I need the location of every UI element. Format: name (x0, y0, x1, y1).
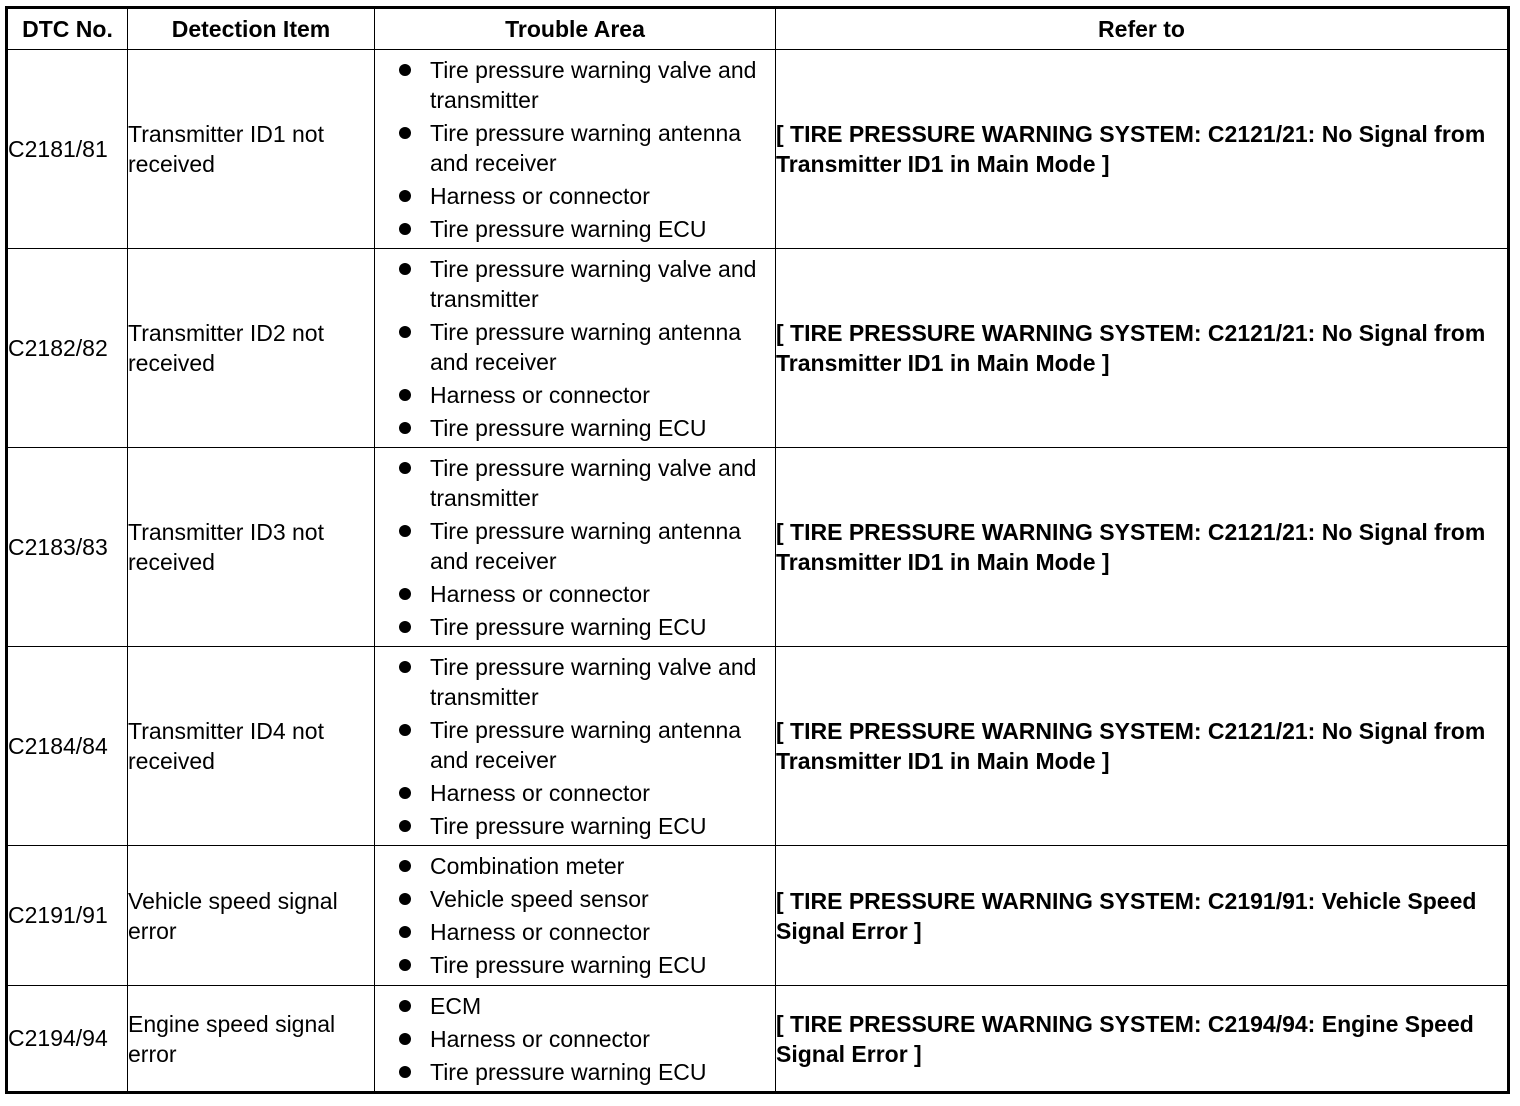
list-item (375, 317, 775, 377)
list-item (375, 380, 775, 410)
dtc-code: C2181/81 (7, 50, 128, 249)
bullet-icon (399, 926, 411, 938)
detection-item: Engine speed signal error (128, 986, 375, 1093)
list-item (375, 715, 775, 775)
list-item (375, 851, 775, 881)
list-item (375, 612, 775, 642)
trouble-item-text: Harness or connector (430, 779, 650, 806)
trouble-item-text: Tire pressure warning ECU (430, 952, 707, 978)
bullet-icon (399, 1066, 411, 1078)
list-item (375, 1057, 775, 1087)
bullet-icon (399, 724, 411, 736)
trouble-item-text: ECM (430, 992, 482, 1019)
bullet-icon (399, 223, 411, 235)
trouble-item-text: Tire pressure warning ECU (430, 215, 707, 242)
trouble-item-text: Harness or connector (430, 1025, 650, 1052)
trouble-item-text: Tire pressure warning ECU (430, 1058, 707, 1085)
bullet-icon (399, 621, 411, 633)
list-item (375, 55, 775, 115)
dtc-code: C2194/94 (7, 986, 128, 1093)
table-row (7, 846, 1509, 986)
trouble-area (375, 986, 776, 1093)
list-item (375, 214, 775, 244)
list-item (375, 254, 775, 314)
bullet-icon (399, 893, 411, 905)
trouble-item-text: Harness or connector (430, 580, 650, 607)
refer-to-link[interactable]: [ TIRE PRESSURE WARNING SYSTEM: C2121/21: No Signal from Transmitter ID1 in Main Mode ] (776, 50, 1509, 249)
header-dtc-no: DTC No. (7, 8, 128, 50)
detection-item: Vehicle speed signal error (128, 846, 375, 986)
detection-item: Transmitter ID1 not received (128, 50, 375, 249)
refer-to-link[interactable]: [ TIRE PRESSURE WARNING SYSTEM: C2191/91: Vehicle Speed Signal Error ] (776, 846, 1509, 986)
trouble-item-text: Tire pressure warning valve and transmitter (430, 454, 757, 511)
bullet-icon (399, 263, 411, 275)
list-item (375, 811, 775, 841)
dtc-table (5, 6, 1510, 1094)
dtc-code: C2191/91 (7, 846, 128, 986)
list-item (375, 778, 775, 808)
list-item (375, 991, 775, 1021)
bullet-icon (399, 326, 411, 338)
table-row (7, 647, 1509, 846)
bullet-icon (399, 190, 411, 202)
bullet-icon (399, 787, 411, 799)
trouble-item-text: Tire pressure warning valve and transmitter (430, 255, 757, 312)
header-trouble-area: Trouble Area (375, 8, 776, 50)
bullet-icon (399, 1033, 411, 1045)
detection-item: Transmitter ID3 not received (128, 448, 375, 647)
bullet-icon (399, 588, 411, 600)
table-row (7, 986, 1509, 1093)
bullet-icon (399, 127, 411, 139)
bullet-icon (399, 1000, 411, 1012)
detection-item: Transmitter ID4 not received (128, 647, 375, 846)
trouble-item-text: Tire pressure warning ECU (430, 613, 707, 640)
bullet-icon (399, 422, 411, 434)
trouble-item-text: Tire pressure warning valve and transmitter (430, 56, 757, 113)
list-item (375, 118, 775, 178)
bullet-icon (399, 860, 411, 872)
trouble-area (375, 448, 776, 647)
table-row (7, 50, 1509, 249)
trouble-area (375, 249, 776, 448)
dtc-code: C2182/82 (7, 249, 128, 448)
trouble-item-text: Tire pressure warning ECU (430, 812, 707, 839)
list-item (375, 453, 775, 513)
header-refer-to: Refer to (776, 8, 1509, 50)
trouble-item-text: Tire pressure warning antenna and receiver (430, 318, 742, 375)
list-item (375, 884, 775, 914)
list-item (375, 181, 775, 211)
trouble-item-text: Harness or connector (430, 919, 650, 945)
bullet-icon (399, 525, 411, 537)
header-detection-item: Detection Item (128, 8, 375, 50)
trouble-item-text: Tire pressure warning antenna and receiver (430, 716, 742, 773)
list-item (375, 950, 775, 980)
trouble-item-text: Tire pressure warning antenna and receiver (430, 119, 742, 176)
trouble-item-text: Tire pressure warning ECU (430, 414, 707, 441)
detection-item: Transmitter ID2 not received (128, 249, 375, 448)
dtc-code: C2184/84 (7, 647, 128, 846)
trouble-area (375, 647, 776, 846)
table-header-row (7, 8, 1509, 50)
trouble-item-text: Vehicle speed sensor (430, 886, 649, 912)
refer-to-link[interactable]: [ TIRE PRESSURE WARNING SYSTEM: C2121/21: No Signal from Transmitter ID1 in Main Mode ] (776, 448, 1509, 647)
list-item (375, 516, 775, 576)
bullet-icon (399, 661, 411, 673)
bullet-icon (399, 64, 411, 76)
refer-to-link[interactable]: [ TIRE PRESSURE WARNING SYSTEM: C2121/21: No Signal from Transmitter ID1 in Main Mode ] (776, 647, 1509, 846)
list-item (375, 413, 775, 443)
trouble-item-text: Tire pressure warning valve and transmitter (430, 653, 757, 710)
list-item (375, 579, 775, 609)
table-row (7, 448, 1509, 647)
trouble-item-text: Tire pressure warning antenna and receiver (430, 517, 742, 574)
refer-to-link[interactable]: [ TIRE PRESSURE WARNING SYSTEM: C2194/94: Engine Speed Signal Error ] (776, 986, 1509, 1093)
list-item (375, 917, 775, 947)
bullet-icon (399, 820, 411, 832)
table-row (7, 249, 1509, 448)
list-item (375, 652, 775, 712)
trouble-area (375, 50, 776, 249)
bullet-icon (399, 462, 411, 474)
trouble-item-text: Combination meter (430, 853, 625, 879)
list-item (375, 1024, 775, 1054)
refer-to-link[interactable]: [ TIRE PRESSURE WARNING SYSTEM: C2121/21: No Signal from Transmitter ID1 in Main Mode ] (776, 249, 1509, 448)
bullet-icon (399, 389, 411, 401)
bullet-icon (399, 959, 411, 971)
dtc-code: C2183/83 (7, 448, 128, 647)
trouble-item-text: Harness or connector (430, 182, 650, 209)
trouble-item-text: Harness or connector (430, 381, 650, 408)
dtc-table-wrapper (5, 6, 1510, 1094)
trouble-area (375, 846, 776, 986)
